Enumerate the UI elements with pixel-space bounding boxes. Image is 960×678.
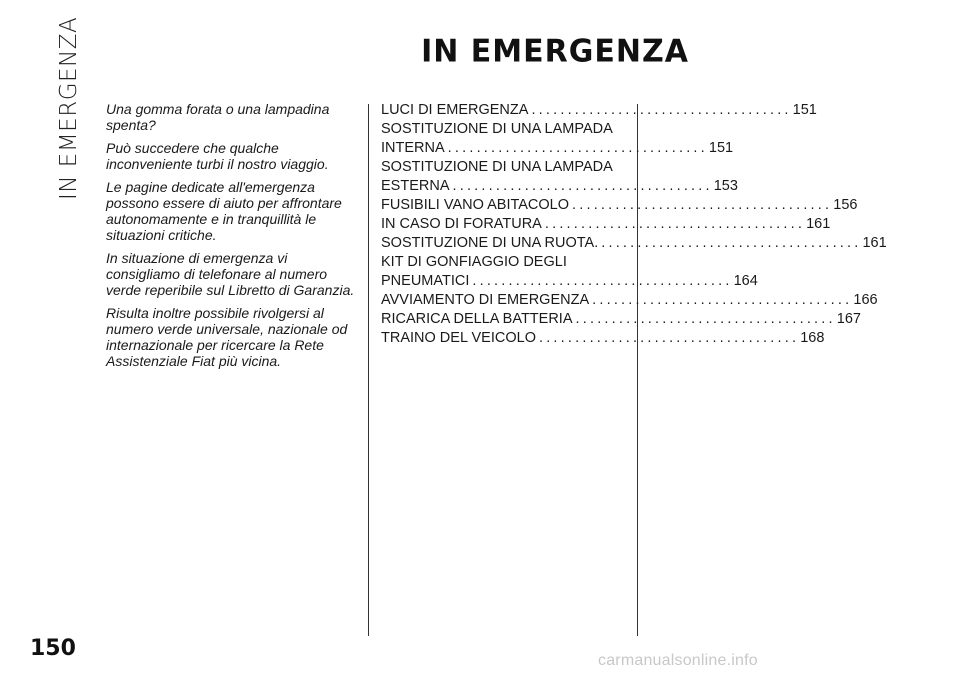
- toc-page-number: 156: [833, 197, 858, 213]
- toc-page-number: 167: [836, 311, 861, 327]
- toc-leader-dots: ....................................: [452, 178, 713, 194]
- watermark: carmanualsonline.info: [598, 652, 758, 669]
- toc-entry-foratura[interactable]: [381, 215, 831, 234]
- toc-label: IN CASO DI FORATURA: [381, 216, 542, 232]
- toc-leader-dots: ....................................: [472, 273, 733, 289]
- toc-entry-lampada-interna[interactable]: [381, 120, 734, 158]
- side-section-label: IN EMERGENZA: [56, 16, 82, 200]
- table-of-contents: [381, 101, 887, 348]
- toc-label: INTERNA: [381, 140, 445, 156]
- intro-paragraph: Le pagine dedicate all'emergenza possono essere di aiuto per affrontare autonomamente e in tranquillità le situazioni critiche.: [106, 179, 342, 243]
- toc-leader-dots: ....................................: [544, 216, 806, 232]
- toc-entry-kit-gonfiaggio[interactable]: [381, 253, 758, 291]
- toc-leader-dots: ....................................: [601, 235, 862, 251]
- toc-page-number: 161: [862, 235, 887, 251]
- toc-leader-dots: ....................................: [531, 102, 792, 118]
- toc-leader-dots: ....................................: [572, 197, 833, 213]
- toc-label: RICARICA DELLA BATTERIA: [381, 311, 573, 327]
- intro-paragraph: Può succedere che qualche inconveniente turbi il nostro viaggio.: [106, 140, 329, 172]
- toc-page-number: 168: [800, 330, 825, 346]
- toc-label: LUCI DI EMERGENZA: [381, 102, 529, 118]
- toc-leader-dots: ....................................: [447, 140, 708, 156]
- toc-entry-ricarica-batteria[interactable]: [381, 310, 861, 329]
- intro-paragraph: In situazione di emergenza vi consigliamo di telefonare al numero verde reperibile sul Libretto di Garanzia.: [106, 250, 355, 298]
- toc-entry-lampada-esterna[interactable]: [381, 158, 738, 196]
- intro-paragraph: Una gomma forata o una lampadina spenta?: [106, 101, 330, 133]
- intro-text: [106, 101, 360, 376]
- toc-entry-traino[interactable]: [381, 329, 825, 348]
- toc-label: AVVIAMENTO DI EMERGENZA: [381, 292, 590, 308]
- toc-leader-dots: ....................................: [575, 311, 836, 327]
- toc-page-number: 151: [708, 140, 734, 156]
- page-title: [0, 34, 960, 69]
- toc-page-number: 153: [713, 178, 738, 194]
- toc-page-number: 166: [853, 292, 878, 308]
- toc-entry-avviamento[interactable]: [381, 291, 878, 310]
- toc-leader-dots: ....................................: [592, 292, 853, 308]
- toc-entry-sostituzione-ruota[interactable]: [381, 234, 887, 253]
- toc-label: FUSIBILI VANO ABITACOLO: [381, 197, 570, 213]
- page-title-text: IN EMERGENZA: [421, 33, 689, 70]
- toc-page-number: 151: [792, 102, 817, 118]
- column-divider-left: [368, 104, 369, 636]
- toc-entry-fusibili[interactable]: [381, 196, 858, 215]
- toc-page-number: 164: [733, 273, 758, 289]
- toc-label-line: KIT DI GONFIAGGIO DEGLI: [381, 254, 567, 270]
- toc-label: ESTERNA: [381, 178, 450, 194]
- intro-paragraph: Risulta inoltre possibile rivolgersi al numero verde universale, nazionale od internazionale per ricercare la Rete Assistenziale Fiat più vicina.: [106, 305, 348, 369]
- toc-label: PNEUMATICI: [381, 273, 470, 289]
- page-number: 150: [30, 636, 76, 661]
- toc-label: TRAINO DEL VEICOLO: [381, 330, 536, 346]
- toc-label-line: SOSTITUZIONE DI UNA LAMPADA: [381, 121, 613, 137]
- toc-label-line: SOSTITUZIONE DI UNA LAMPADA: [381, 159, 613, 175]
- toc-label: SOSTITUZIONE DI UNA RUOTA.: [381, 235, 599, 251]
- toc-leader-dots: ....................................: [538, 330, 800, 346]
- toc-entry-luci-emergenza[interactable]: [381, 101, 817, 120]
- toc-page-number: 161: [806, 216, 831, 232]
